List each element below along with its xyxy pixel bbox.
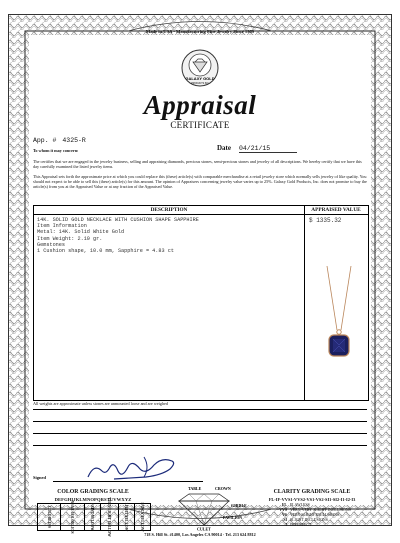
description-line: Metal: 14K. Solid White Gold — [37, 229, 125, 236]
description-lines — [37, 217, 299, 254]
rule-line — [33, 421, 367, 422]
made-in-usa-banner: Made in USA - Manufacturing Fine Jewelry Since 1989 — [145, 29, 255, 34]
description-line: Item Weight: 2.10 gr. — [37, 235, 103, 242]
color-grading-letters: DEFGHIJKLMNOPQRSTUVWXYZ — [54, 497, 132, 502]
disclaimer-paragraph: This Appraisal sets forth the approximate price at which you could replace this (these) article(s) with comparable merchandise at a retail jewelry store which normally sells jewelry of like quality. You should not expect to be able to sell this (these) article(s) for this amount. The opinion of Appraisers concerning jewelry value varies up to 25%. Galaxy Gold Products, Inc. does not promise to buy the article(s) from you at the Appraised Value or at any fraction of the Appraised Value. — [33, 174, 367, 189]
description-line: 1 Cushion shape, 10.0 mm, Sapphire = 4.83 ct — [37, 248, 174, 255]
handwritten-signature — [84, 453, 179, 483]
diamond-pavilion-label: PAVILION — [223, 515, 243, 520]
galaxy-gold-logo-icon — [181, 49, 219, 87]
clarity-grading-title: CLARITY GRADING SCALE — [273, 489, 351, 495]
appraisal-table — [33, 205, 369, 401]
diamond-anatomy-diagram — [161, 485, 247, 531]
date-field — [217, 144, 297, 153]
date-value: 04/21/15 — [239, 145, 297, 153]
logo-text-bottom: PRODUCTS INC — [191, 83, 209, 85]
to-whom-line: To whom it may concern: — [33, 148, 79, 153]
color-band: NEAR COLORLESS — [60, 504, 85, 530]
appraised-value-header: APPRAISED VALUE — [304, 206, 368, 215]
logo-text-top: GALAXY GOLD — [185, 76, 215, 81]
diamond-crown-label: CROWN — [215, 486, 231, 491]
rule-line — [33, 445, 367, 446]
certificate-body — [29, 29, 371, 537]
table-divider — [304, 214, 305, 400]
description-header: DESCRIPTION — [34, 206, 305, 215]
clarity-row: VVS VERY, VERY SLIGHT INCLUSIONS — [279, 508, 351, 512]
rule-line — [33, 433, 367, 434]
page-subtitle: CERTIFICATE — [170, 120, 230, 130]
signed-label: Signed — [33, 475, 47, 480]
clarity-row: VS VERY SLIGHT INCLUSIONS — [282, 513, 340, 517]
sapphire-pendant-image — [317, 266, 361, 371]
clarity-row: I IMPERFECT — [285, 523, 312, 527]
clarity-grading-letters: FL-IF-VVS1-VVS2-VS1-VS2-SI1-SI2-I1-I2-I3 — [268, 497, 356, 502]
color-band: FANCY YELLOW — [140, 502, 144, 532]
diamond-girdle-label: GIRDLE — [231, 503, 247, 508]
description-line: Item Information — [37, 223, 87, 230]
diamond-table-label: TABLE — [188, 486, 202, 491]
diamond-culet-label: CULET — [197, 526, 211, 531]
clarity-row: SI SLIGHT INCLUSIONS — [283, 518, 328, 522]
company-address-footer: 718 S. Hill St. #1400, Los Angeles CA 90014 · Tel. 213 624 8812 — [144, 532, 256, 537]
app-number-value: 4325-R — [62, 137, 86, 144]
color-band: FAINT YELLOW — [84, 504, 101, 530]
appraised-value: $ 1335.32 — [309, 217, 342, 224]
app-number — [33, 137, 86, 144]
page-title: Appraisal — [143, 90, 257, 120]
certification-paragraph: The certifies that we are engaged in the jewelry business, selling and appraising diamonds, precious stones, semi-precious stones and jewelry of all descriptions. We hereby certify that we have this day carefully examined the listed jewelry items. — [33, 159, 362, 169]
app-number-label: App. # — [33, 137, 57, 144]
weights-note: All weights are approximate unless stones are unmounted loose and are weighed — [33, 401, 169, 406]
color-grading-title: COLOR GRADING SCALE — [57, 489, 129, 495]
color-band: COLORLESS — [38, 504, 61, 530]
clarity-grading-legend — [257, 503, 367, 528]
date-label: Date — [217, 144, 231, 152]
color-band: VERY LIGHT YELLOW — [100, 504, 119, 530]
description-line: Gemstones — [37, 241, 66, 248]
rule-line — [33, 409, 367, 410]
description-line: 14K. SOLID GOLD NECKLACE WITH CUSHION SHAPE SAPPHIRE — [37, 217, 199, 223]
color-band: LIGHT YELLOW — [118, 504, 135, 530]
clarity-row: FL FLAWLESS — [282, 503, 310, 507]
